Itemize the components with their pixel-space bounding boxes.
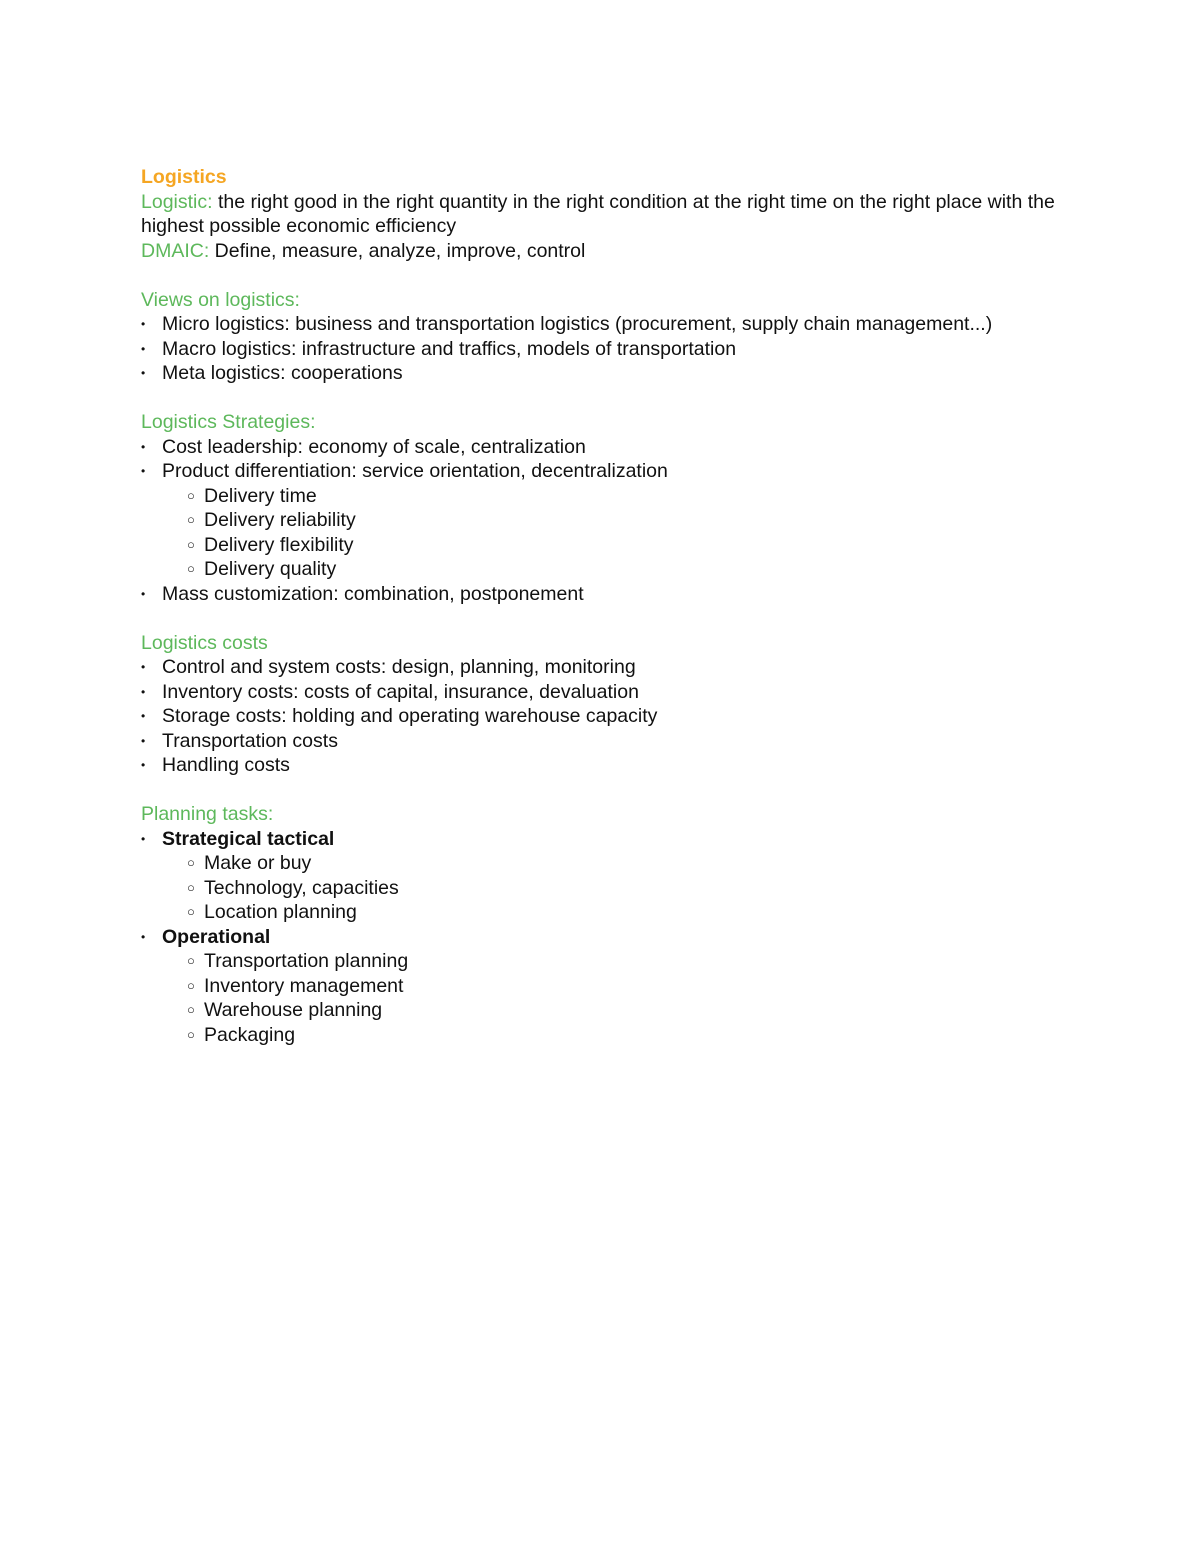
circle-bullet-icon: ○ bbox=[187, 1026, 195, 1042]
planning-heading: Planning tasks: bbox=[141, 803, 274, 825]
costs-heading: Logistics costs bbox=[141, 631, 268, 654]
list-item-text: Control and system costs: design, planning, monitoring bbox=[162, 656, 636, 678]
circle-bullet-icon: ○ bbox=[187, 953, 195, 968]
list-item bbox=[141, 753, 1071, 778]
list-item-text: Transportation costs bbox=[162, 729, 338, 752]
bullet-icon: • bbox=[141, 341, 146, 356]
sub-list-item bbox=[141, 900, 1071, 925]
sub-list-item bbox=[141, 974, 1071, 999]
circle-bullet-icon: ○ bbox=[187, 879, 195, 895]
list-item bbox=[141, 435, 1071, 460]
sub-list-item bbox=[141, 949, 1071, 974]
strategies-heading: Logistics Strategies: bbox=[141, 411, 316, 433]
dmaic-definition bbox=[141, 239, 1071, 264]
bullet-icon: • bbox=[141, 317, 146, 331]
views-list bbox=[141, 312, 1071, 386]
spacer bbox=[141, 606, 1071, 631]
sub-list-item-text: Delivery time bbox=[204, 484, 317, 507]
logistic-definition bbox=[141, 190, 1071, 239]
costs-list bbox=[141, 655, 1071, 778]
list-item-text: Inventory costs: costs of capital, insurance, devaluation bbox=[162, 680, 639, 703]
list-item-text: Operational bbox=[162, 925, 271, 948]
list-item-text: Mass customization: combination, postponement bbox=[162, 582, 584, 605]
list-item-text: Strategical tactical bbox=[162, 827, 335, 850]
list-item bbox=[141, 827, 1071, 852]
sub-list-item bbox=[141, 557, 1071, 582]
list-item-text: Micro logistics: business and transportation logistics (procurement, supply chain management...) bbox=[162, 313, 993, 335]
page-title: Logistics bbox=[141, 166, 227, 188]
circle-bullet-icon: ○ bbox=[187, 487, 195, 503]
document-page bbox=[141, 165, 1071, 1047]
list-item bbox=[141, 361, 1071, 386]
sub-list-item bbox=[141, 876, 1071, 901]
bullet-icon: • bbox=[141, 831, 146, 846]
circle-bullet-icon: ○ bbox=[187, 904, 195, 919]
list-item-text: Macro logistics: infrastructure and traffics, models of transportation bbox=[162, 337, 737, 360]
strategies-list bbox=[141, 435, 1071, 607]
list-item bbox=[141, 655, 1071, 680]
sub-list-item bbox=[141, 1023, 1071, 1048]
sub-list-item bbox=[141, 851, 1071, 876]
circle-bullet-icon: ○ bbox=[187, 977, 195, 993]
bullet-icon: • bbox=[141, 586, 146, 601]
sub-list-item-text: Location planning bbox=[204, 901, 357, 923]
sub-list-item bbox=[141, 484, 1071, 509]
bullet-icon: • bbox=[141, 660, 146, 674]
circle-bullet-icon: ○ bbox=[187, 855, 195, 870]
list-item-text: Storage costs: holding and operating warehouse capacity bbox=[162, 705, 658, 727]
sub-list-item-text: Warehouse planning bbox=[204, 999, 383, 1021]
bullet-icon: • bbox=[141, 709, 146, 723]
circle-bullet-icon: ○ bbox=[187, 536, 195, 552]
list-item-text: Cost leadership: economy of scale, centralization bbox=[162, 435, 586, 458]
list-item-text: Meta logistics: cooperations bbox=[162, 362, 403, 384]
bullet-icon: • bbox=[141, 464, 146, 478]
circle-bullet-icon: ○ bbox=[187, 512, 195, 527]
spacer bbox=[141, 386, 1071, 411]
sub-list-item-text: Delivery reliability bbox=[204, 509, 356, 531]
bullet-icon: • bbox=[141, 439, 146, 454]
list-item bbox=[141, 925, 1071, 950]
spacer bbox=[141, 263, 1071, 288]
sub-list-item-text: Delivery quality bbox=[204, 558, 337, 580]
spacer bbox=[141, 778, 1071, 803]
bullet-icon: • bbox=[141, 929, 146, 944]
bullet-icon: • bbox=[141, 758, 146, 772]
sub-list-item bbox=[141, 508, 1071, 533]
circle-bullet-icon: ○ bbox=[187, 561, 195, 576]
list-item bbox=[141, 680, 1071, 705]
sub-list-item bbox=[141, 998, 1071, 1023]
list-item bbox=[141, 582, 1071, 607]
list-item-text: Product differentiation: service orientation, decentralization bbox=[162, 460, 668, 482]
circle-bullet-icon: ○ bbox=[187, 1002, 195, 1017]
sub-list-item-text: Inventory management bbox=[204, 974, 404, 997]
sub-list-item-text: Transportation planning bbox=[204, 950, 409, 972]
list-item bbox=[141, 704, 1071, 729]
sub-list-item-text: Make or buy bbox=[204, 852, 312, 874]
list-item bbox=[141, 459, 1071, 484]
sub-list-item bbox=[141, 533, 1071, 558]
dmaic-label: DMAIC: bbox=[141, 239, 210, 262]
bullet-icon: • bbox=[141, 684, 146, 699]
list-item bbox=[141, 337, 1071, 362]
sub-list-item-text: Technology, capacities bbox=[204, 876, 399, 899]
sub-list-item-text: Delivery flexibility bbox=[204, 533, 354, 556]
logistic-definition-text: the right good in the right quantity in the right condition at the right time on the right place with the highest possible economic efficiency bbox=[141, 190, 1055, 237]
sub-list-item-text: Packaging bbox=[204, 1023, 296, 1046]
list-item bbox=[141, 729, 1071, 754]
views-heading: Views on logistics: bbox=[141, 288, 300, 311]
list-item-text: Handling costs bbox=[162, 754, 290, 776]
dmaic-text: Define, measure, analyze, improve, control bbox=[214, 239, 586, 262]
bullet-icon: • bbox=[141, 366, 146, 380]
planning-list bbox=[141, 827, 1071, 1048]
list-item bbox=[141, 312, 1071, 337]
bullet-icon: • bbox=[141, 733, 146, 748]
logistic-definition-label: Logistic: bbox=[141, 190, 213, 213]
